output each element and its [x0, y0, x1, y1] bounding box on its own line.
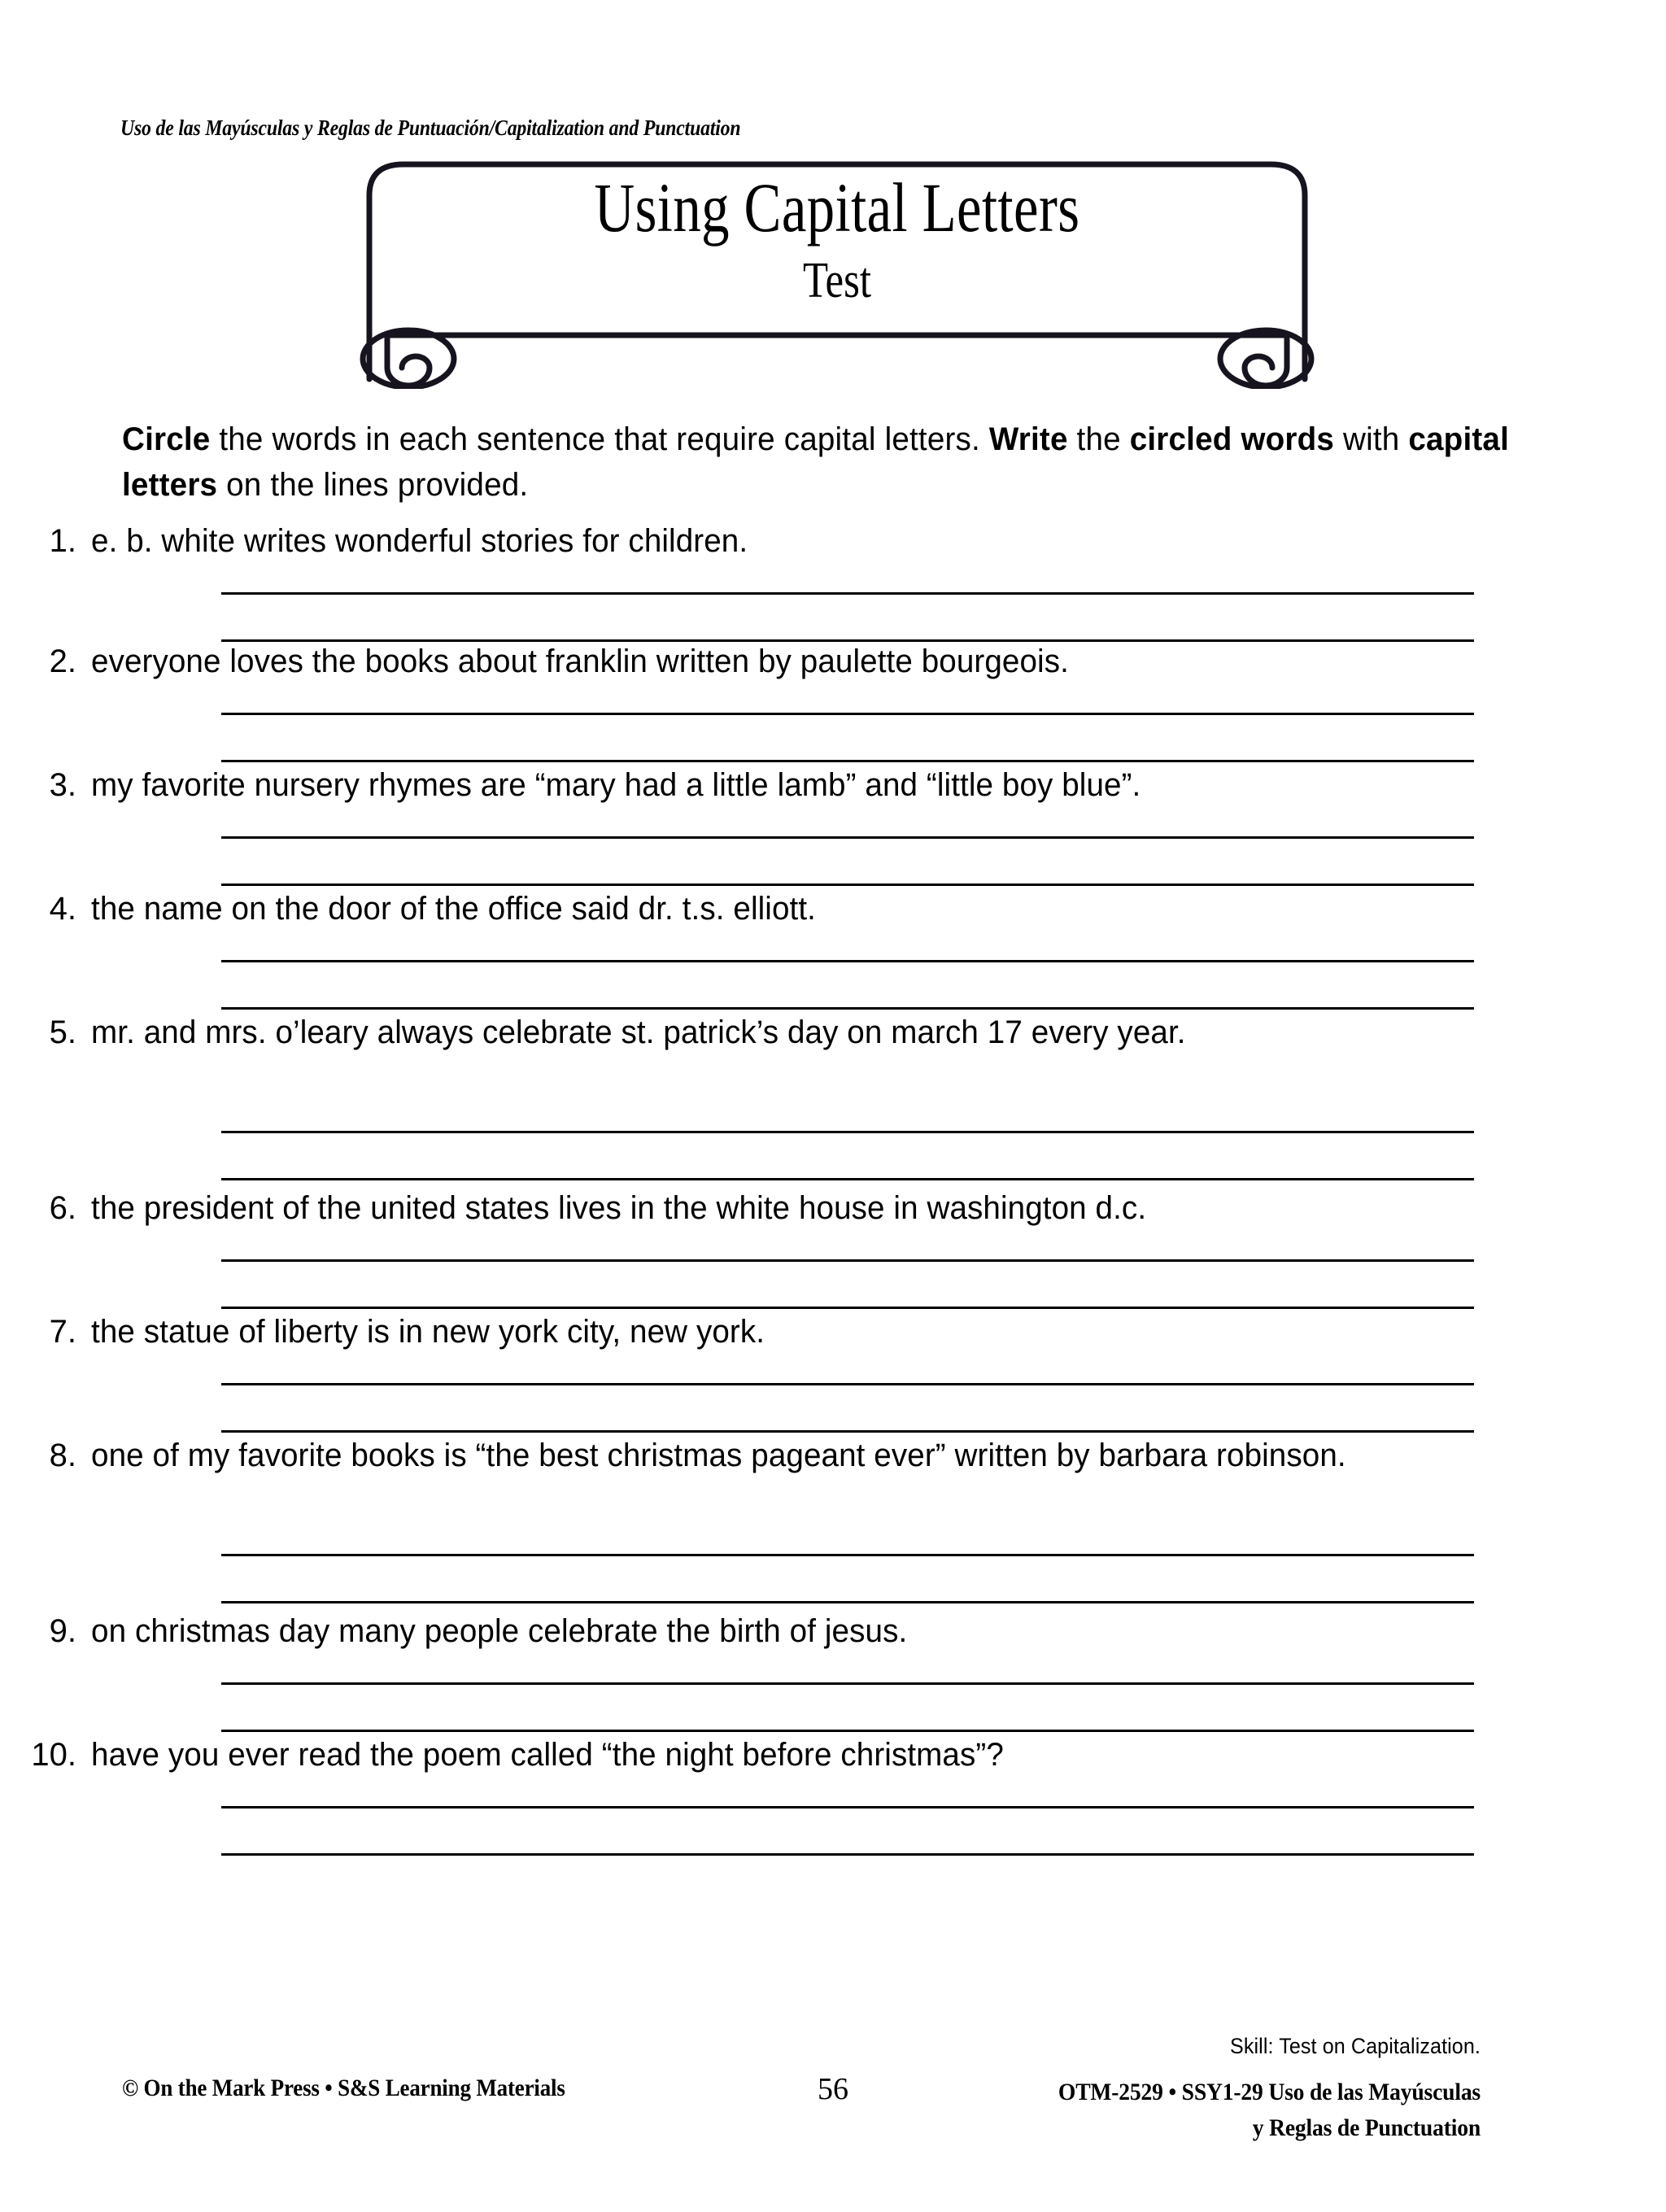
title-banner	[337, 153, 1337, 389]
instruction-bold-capital-letters: capital letters	[122, 421, 1509, 503]
banner-title: Using Capital Letters	[594, 168, 1080, 247]
question-row	[0, 1185, 1666, 1232]
question-number: 3.	[49, 767, 76, 803]
question-text: the president of the united states lives in the white house in washington d.c.	[91, 1190, 1147, 1226]
question-item	[0, 885, 1666, 932]
question-item	[0, 1308, 1666, 1355]
answer-line[interactable]	[221, 1806, 1474, 1808]
question-item	[0, 638, 1666, 685]
question-text: e. b. white writes wonderful stories for children.	[91, 523, 748, 559]
question-number: 1.	[49, 523, 76, 559]
instruction-bold-write: Write	[988, 421, 1068, 457]
page-number: 56	[818, 2072, 848, 2106]
answer-line[interactable]	[221, 1853, 1474, 1856]
question-number: 10.	[31, 1737, 76, 1773]
question-item	[0, 1608, 1666, 1655]
instruction-text-1: the words in each sentence that require capital letters.	[210, 421, 989, 457]
question-number: 8.	[49, 1438, 76, 1473]
question-row	[0, 1432, 1666, 1479]
question-item	[0, 1009, 1666, 1056]
answer-line[interactable]	[221, 713, 1474, 715]
question-text: one of my favorite books is “the best christmas pageant ever” written by barbara robinson.	[91, 1438, 1346, 1473]
question-row	[0, 517, 1666, 565]
instruction-text-4: on the lines provided.	[217, 467, 529, 503]
question-number: 5.	[49, 1014, 76, 1050]
question-row	[0, 761, 1666, 809]
question-number: 9.	[49, 1613, 76, 1649]
question-item	[0, 1432, 1666, 1479]
question-item	[0, 1731, 1666, 1778]
answer-line[interactable]	[221, 1682, 1474, 1685]
question-text: the name on the door of the office said dr. t.s. elliott.	[91, 891, 816, 927]
skill-note: Skill: Test on Capitalization.	[1230, 2034, 1481, 2058]
question-item	[0, 761, 1666, 809]
question-text: everyone loves the books about franklin written by paulette bourgeois.	[91, 644, 1069, 679]
question-number: 4.	[49, 891, 76, 927]
question-row	[0, 638, 1666, 685]
question-text: mr. and mrs. o’leary always celebrate st. patrick’s day on march 17 every year.	[91, 1014, 1186, 1050]
product-code	[957, 2075, 1481, 2146]
instructions	[122, 417, 1527, 508]
instruction-bold-circled-words: circled words	[1129, 421, 1335, 457]
answer-line[interactable]	[221, 592, 1474, 595]
question-text: on christmas day many people celebrate the birth of jesus.	[91, 1613, 908, 1649]
question-row	[0, 885, 1666, 932]
question-row	[0, 1731, 1666, 1778]
question-item	[0, 1185, 1666, 1232]
banner-subtitle: Test	[803, 253, 871, 308]
question-number: 6.	[49, 1190, 76, 1226]
instruction-text-3: with	[1334, 421, 1409, 457]
question-number: 2.	[49, 644, 76, 679]
question-text: the statue of liberty is in new york city, new york.	[91, 1314, 765, 1350]
answer-line[interactable]	[221, 1601, 1474, 1603]
answer-line[interactable]	[221, 1554, 1474, 1556]
instruction-bold-circle: Circle	[122, 421, 211, 457]
answer-line[interactable]	[221, 1383, 1474, 1385]
instruction-text-2: the	[1067, 421, 1130, 457]
question-number: 7.	[49, 1314, 76, 1350]
question-row	[0, 1009, 1666, 1056]
answer-line[interactable]	[221, 960, 1474, 962]
question-text: my favorite nursery rhymes are “mary had a little lamb” and “little boy blue”.	[91, 767, 1141, 803]
product-code-line-2: y Reglas de Punctuation	[1252, 2114, 1481, 2141]
question-text: have you ever read the poem called “the night before christmas”?	[91, 1737, 1004, 1773]
page-footer	[0, 2034, 1666, 2197]
answer-line[interactable]	[221, 1178, 1474, 1180]
answer-line[interactable]	[221, 1259, 1474, 1262]
question-row	[0, 1608, 1666, 1655]
product-code-line-1: OTM-2529 • SSY1-29 Uso de las Mayúsculas	[1058, 2079, 1481, 2105]
question-item	[0, 517, 1666, 565]
answer-line[interactable]	[221, 1131, 1474, 1133]
question-row	[0, 1308, 1666, 1355]
running-head: Uso de las Mayúsculas y Reglas de Puntuación/Capitalization and Punctuation	[120, 116, 741, 140]
answer-line[interactable]	[221, 836, 1474, 839]
copyright-notice: © On the Mark Press • S&S Learning Materials	[122, 2075, 565, 2101]
